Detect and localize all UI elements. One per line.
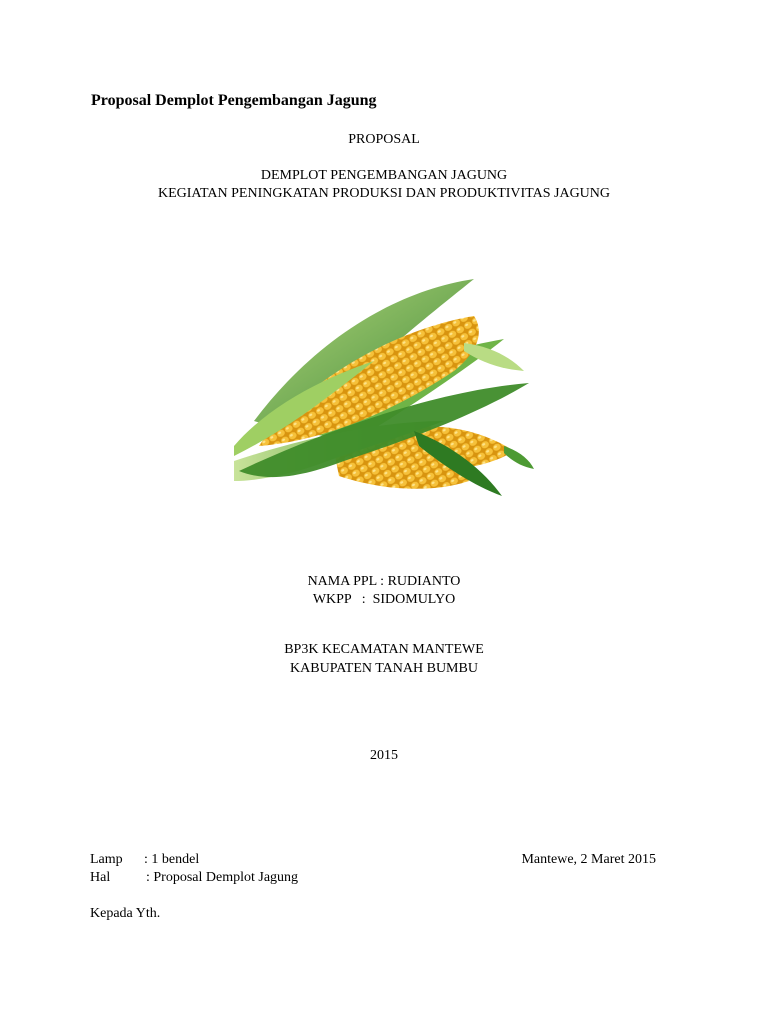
hal-value: : Proposal Demplot Jagung bbox=[146, 870, 299, 885]
document-heading: Proposal Demplot Pengembangan Jagung bbox=[91, 92, 377, 109]
title-line-2: KEGIATAN PENINGKATAN PRODUKSI DAN PRODUKTIVITAS JAGUNG bbox=[157, 186, 611, 201]
doc-type: PROPOSAL bbox=[348, 132, 420, 147]
salutation: Kepada Yth. bbox=[90, 906, 161, 921]
lamp-label: Lamp bbox=[90, 852, 123, 867]
lamp-value: : 1 bendel bbox=[144, 852, 200, 867]
title-line-1: DEMPLOT PENGEMBANGAN JAGUNG bbox=[260, 168, 508, 183]
author-line-2: WKPP : SIDOMULYO bbox=[312, 592, 456, 607]
org-line-2: KABUPATEN TANAH BUMBU bbox=[290, 661, 478, 676]
corn-cobs-photo bbox=[234, 271, 536, 503]
place-date: Mantewe, 2 Maret 2015 bbox=[521, 852, 656, 867]
hal-label: Hal bbox=[90, 870, 111, 885]
org-line-1: BP3K KECAMATAN MANTEWE bbox=[284, 642, 484, 657]
lamp-row bbox=[90, 851, 199, 869]
document-year: 2015 bbox=[370, 748, 398, 763]
author-line-1: NAMA PPL : RUDIANTO bbox=[307, 574, 461, 589]
hal-row bbox=[90, 869, 298, 887]
